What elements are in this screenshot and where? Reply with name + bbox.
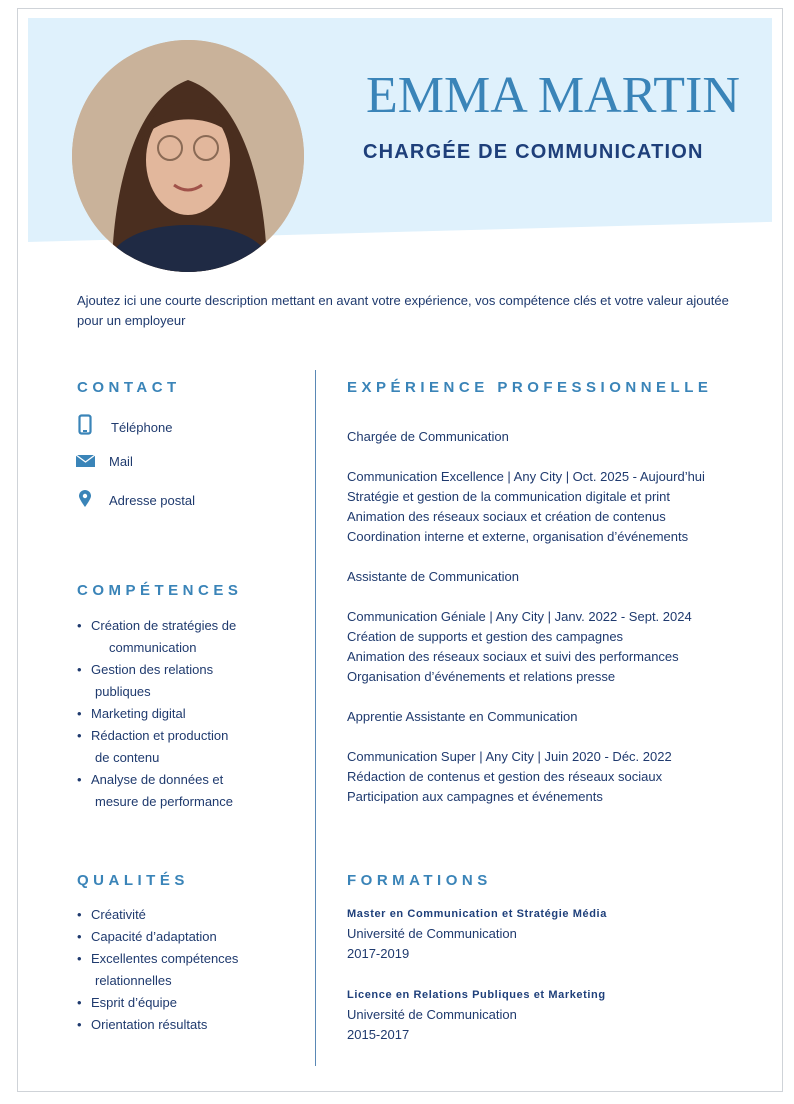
list-item: • Excellentes compétences relationnelles [77, 948, 238, 992]
mail-icon [76, 455, 95, 467]
qualities-list [77, 904, 238, 1036]
phone-icon [78, 414, 92, 435]
column-divider [315, 370, 316, 1066]
contact-address: Adresse postal [109, 493, 195, 508]
experience-heading: EXPÉRIENCE PROFESSIONNELLE [347, 379, 713, 396]
job-title: CHARGÉE DE COMMUNICATION [363, 141, 704, 163]
list-item: • Marketing digital [77, 703, 236, 725]
contact-mail: Mail [109, 454, 133, 469]
list-item: • Gestion des relations publiques [77, 659, 236, 703]
list-item: • Rédaction et production de contenu [77, 725, 236, 769]
education-heading: FORMATIONS [347, 872, 492, 889]
experience-entry: Chargée de Communication Communication Excellence | Any City | Oct. 2025 - Aujourd’hui Stratégie et gestion de la communication digitale et print Animation des réseaux sociaux et création de contenus Coordination interne et externe, organisation d’événements Assistante de Communication Communication Géniale | Any City | Janv. 2022 - Sept. 2024 Création de supports et gestion des campagnes Animation des réseaux sociaux et suivi des performances Organisation d’événements et relations presse Apprentie Assistante en Communication Communication Super | Any City | Juin 2020 - Déc. 2022 Rédaction de contenus et gestion des réseaux sociaux Participation aux campagnes et événements [347, 429, 705, 804]
qualities-heading: QUALITÉS [77, 872, 189, 889]
skills-heading: COMPÉTENCES [77, 582, 243, 599]
list-item: • Création de stratégies de communication [77, 615, 236, 659]
list-item: • Esprit d’équipe [77, 992, 238, 1014]
education-entry: Master en Communication et Stratégie Média Université de Communication 2017-2019 Licence en Relations Publiques et Marketing Université de Communication 2015-2017 [347, 908, 607, 1042]
candidate-name: EMMA MARTIN [366, 67, 740, 124]
list-item: • Capacité d’adaptation [77, 926, 238, 948]
contact-phone: Téléphone [111, 420, 173, 435]
skills-list [77, 615, 236, 813]
location-pin-icon [79, 490, 91, 507]
profile-photo [72, 40, 304, 272]
list-item: • Orientation résultats [77, 1014, 238, 1036]
contact-heading: CONTACT [77, 379, 181, 396]
list-item: • Analyse de données et mesure de performance [77, 769, 236, 813]
profile-description: Ajoutez ici une courte description mettant en avant votre expérience, vos compétence clés et votre valeur ajoutée pour un employeur [77, 293, 729, 328]
list-item: • Créativité [77, 904, 238, 926]
